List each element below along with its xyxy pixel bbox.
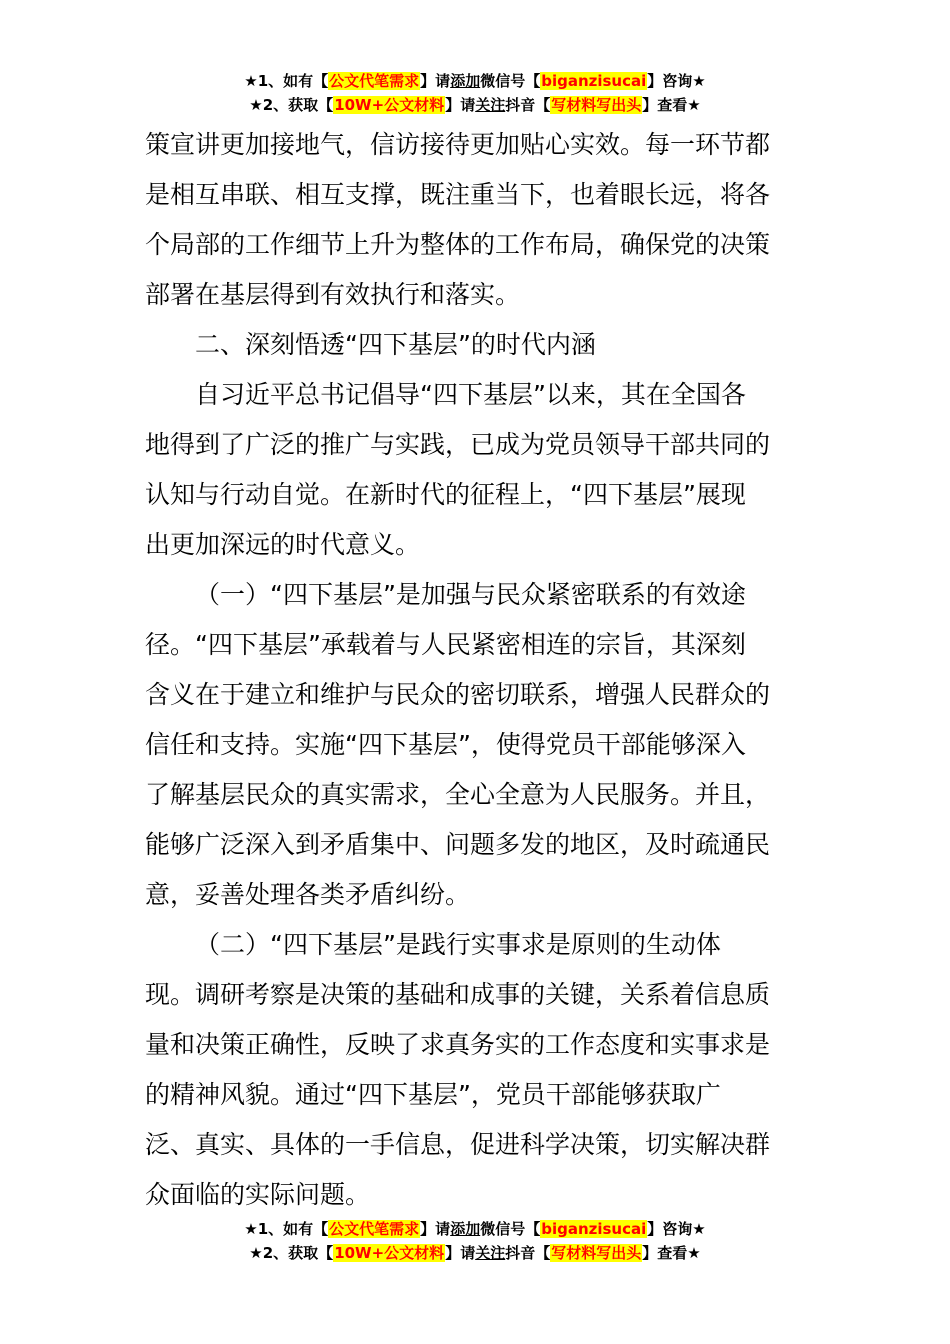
underlined-text: 关注 [475,96,506,114]
banner-text: 抖音【 [505,96,551,114]
body-line: 泛、真实、具体的一手信息，促进科学决策，切实解决群 [145,1130,771,1159]
banner-text: 】查看★ [642,1244,701,1262]
underlined-text: 添加 [450,72,481,90]
banner-text: ★1、如有【 [244,1220,329,1238]
banner-text: 微信号【 [480,72,541,90]
bottom-banner [0,1218,950,1266]
body-line: 信任和支持。实施“四下基层”，使得党员干部能够深入 [145,730,746,759]
banner-line-1 [0,1218,950,1242]
highlight-text: 写材料写出头 [551,1244,642,1262]
banner-text: 】咨询★ [647,72,706,90]
highlight-text: 10W+公文材料 [334,96,445,114]
underlined-text: 关注 [475,1244,506,1262]
body-line: 了解基层民众的真实需求，全心全意为人民服务。并且， [145,780,771,809]
body-line: 径。“四下基层”承载着与人民紧密相连的宗旨，其深刻 [145,630,746,659]
highlight-text: 公文代笔需求 [329,1220,420,1238]
banner-text: 】请 [445,1244,476,1262]
body-line: 现。调研考察是决策的基础和成事的关键，关系着信息质 [145,980,771,1009]
highlight-text: 10W+公文材料 [334,1244,445,1262]
body-line: 众面临的实际问题。 [145,1180,371,1209]
underlined-text: 添加 [450,1220,481,1238]
body-line: 意，妥善处理各类矛盾纠纷。 [145,880,471,909]
banner-line-2 [0,94,950,118]
section-heading: 二、深刻悟透“四下基层”的时代内涵 [195,330,596,359]
body-line: 是相互串联、相互支撑，既注重当下，也着眼长远，将各 [145,180,771,209]
banner-text: 】咨询★ [647,1220,706,1238]
banner-text: 】请 [420,1220,451,1238]
subsection-heading: （二）“四下基层”是践行实事求是原则的生动体 [195,930,721,959]
body-line: 部署在基层得到有效执行和落实。 [145,280,521,309]
top-banner [0,70,950,118]
body-line: 策宣讲更加接地气，信访接待更加贴心实效。每一环节都 [145,130,771,159]
highlight-text: biganzisucai [541,1220,647,1238]
banner-text: 微信号【 [480,1220,541,1238]
body-line: 自习近平总书记倡导“四下基层”以来，其在全国各 [195,380,746,409]
body-line: 出更加深远的时代意义。 [145,530,421,559]
subsection-heading: （一）“四下基层”是加强与民众紧密联系的有效途 [195,580,746,609]
highlight-text: 公文代笔需求 [329,72,420,90]
body-line: 个局部的工作细节上升为整体的工作布局，确保党的决策 [145,230,771,259]
banner-line-2 [0,1242,950,1266]
banner-text: ★1、如有【 [244,72,329,90]
highlight-text: biganzisucai [541,72,647,90]
document-body [145,120,810,1220]
body-line: 含义在于建立和维护与民众的密切联系，增强人民群众的 [145,680,771,709]
highlight-text: 写材料写出头 [551,96,642,114]
banner-text: 】请 [445,96,476,114]
body-line: 地得到了广泛的推广与实践，已成为党员领导干部共同的 [145,430,771,459]
body-line: 能够广泛深入到矛盾集中、问题多发的地区，及时疏通民 [145,830,771,859]
banner-text: 】请 [420,72,451,90]
banner-text: ★2、获取【 [249,96,334,114]
banner-text: 】查看★ [642,96,701,114]
banner-text: ★2、获取【 [249,1244,334,1262]
body-line: 的精神风貌。通过“四下基层”，党员干部能够获取广 [145,1080,721,1109]
banner-line-1 [0,70,950,94]
banner-text: 抖音【 [505,1244,551,1262]
body-line: 认知与行动自觉。在新时代的征程上，“四下基层”展现 [145,480,746,509]
body-line: 量和决策正确性，反映了求真务实的工作态度和实事求是 [145,1030,771,1059]
